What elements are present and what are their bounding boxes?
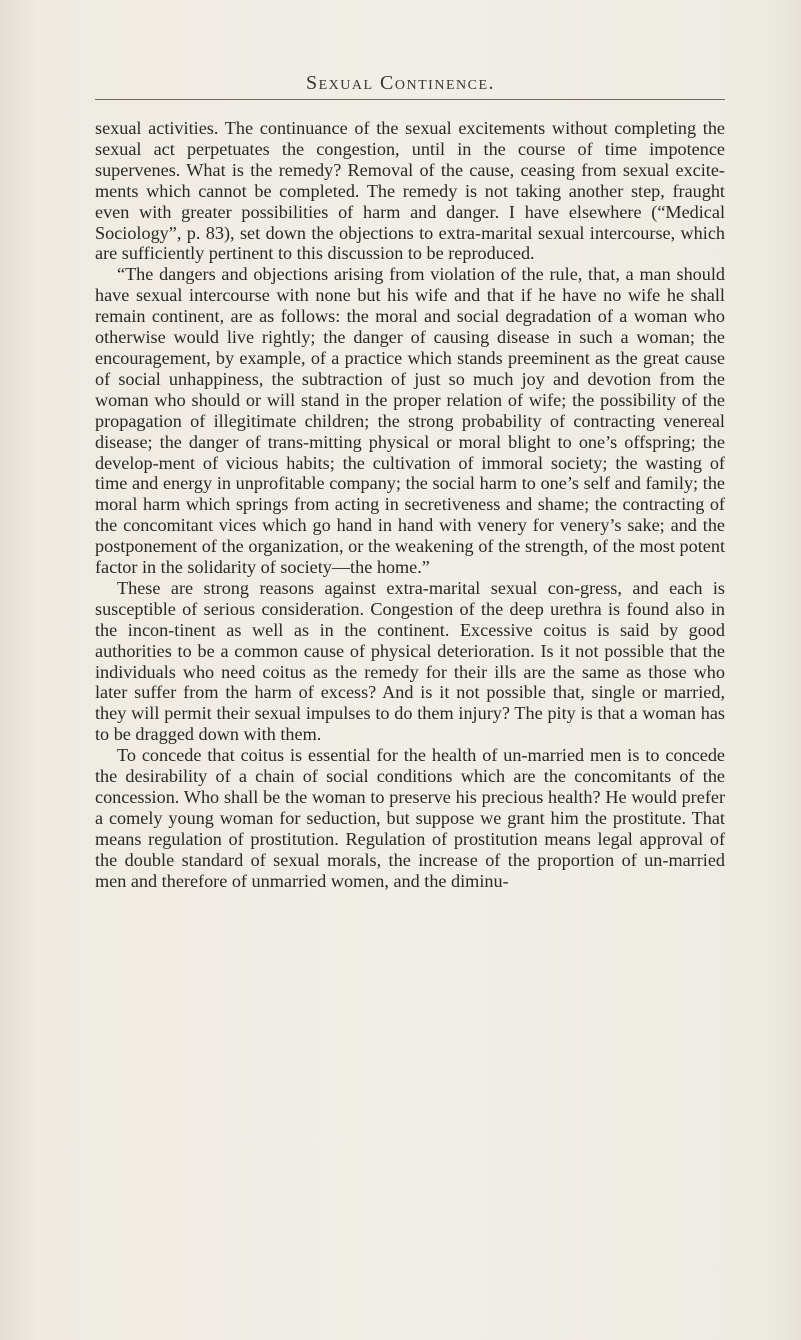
running-head: Sexual Continence. bbox=[306, 72, 495, 94]
paragraph: These are strong reasons against extra-marital sexual con-gress, and each is susceptible of serious consideration. Congestion of the deep urethra is found also in the incon-tinent as well as in the continent. Excessive coitus is said by good authorities to be a common cause of physical deterioration. Is it not possible that the individuals who need coitus as the remedy for their ills are the same as those who later suffer from the harm of excess? And is it not possible that, single or married, they will permit their sexual impulses to do them injury? The pity is that a woman has to be dragged down with them. bbox=[95, 577, 725, 745]
paragraph: “The dangers and objections arising from violation of the rule, that, a man should have sexual intercourse with none but his wife and that if he have no wife he shall remain continent, are as follows: the moral and social degradation of a woman who otherwise would live rightly; the danger of causing disease in such a woman; the encouragement, by example, of a practice which stands preeminent as the great cause of social unhappiness, the subtraction of just so much joy and devotion from the woman who should or will stand in the proper relation of wife; the possibility of the propagation of illegitimate children; the strong probability of contracting venereal disease; the danger of trans-mitting physical or moral blight to one’s offspring; the develop-ment of vicious habits; the cultivation of immoral society; the wasting of time and energy in unprofitable company; the social harm to one’s self and family; the moral harm which springs from acting in secretiveness and shame; the contracting of the concomitant vices which go hand in hand with venery for venery’s sake; and the postponement of the organization, or the weakening of the strength, of the most potent factor in the solidarity of society—the home.” bbox=[95, 264, 725, 578]
body-text bbox=[95, 118, 725, 892]
paragraph: sexual activities. The continuance of the sexual excitements without completing the sexual act perpetuates the congestion, until in the course of time impotence supervenes. What is the remedy? Removal of the cause, ceasing from sexual excite-ments which cannot be completed. The remedy is not taking another step, fraught even with greater possibilities of harm and danger. I have elsewhere (“Medical Sociology”, p. 83), set down the objections to extra-marital sexual intercourse, which are sufficiently pertinent to this discussion to be reproduced. bbox=[95, 118, 725, 264]
paragraph: To concede that coitus is essential for the health of un-married men is to concede the desirability of a chain of social conditions which are the concomitants of the concession. Who shall be the woman to preserve his precious health? He would prefer a comely young woman for seduction, but suppose we grant him the prostitute. That means regulation of prostitution. Regulation of prostitution means legal approval of the double standard of sexual morals, the increase of the proportion of un-married men and therefore of unmarried women, and the diminu- bbox=[95, 745, 725, 891]
header-rule bbox=[95, 99, 725, 100]
